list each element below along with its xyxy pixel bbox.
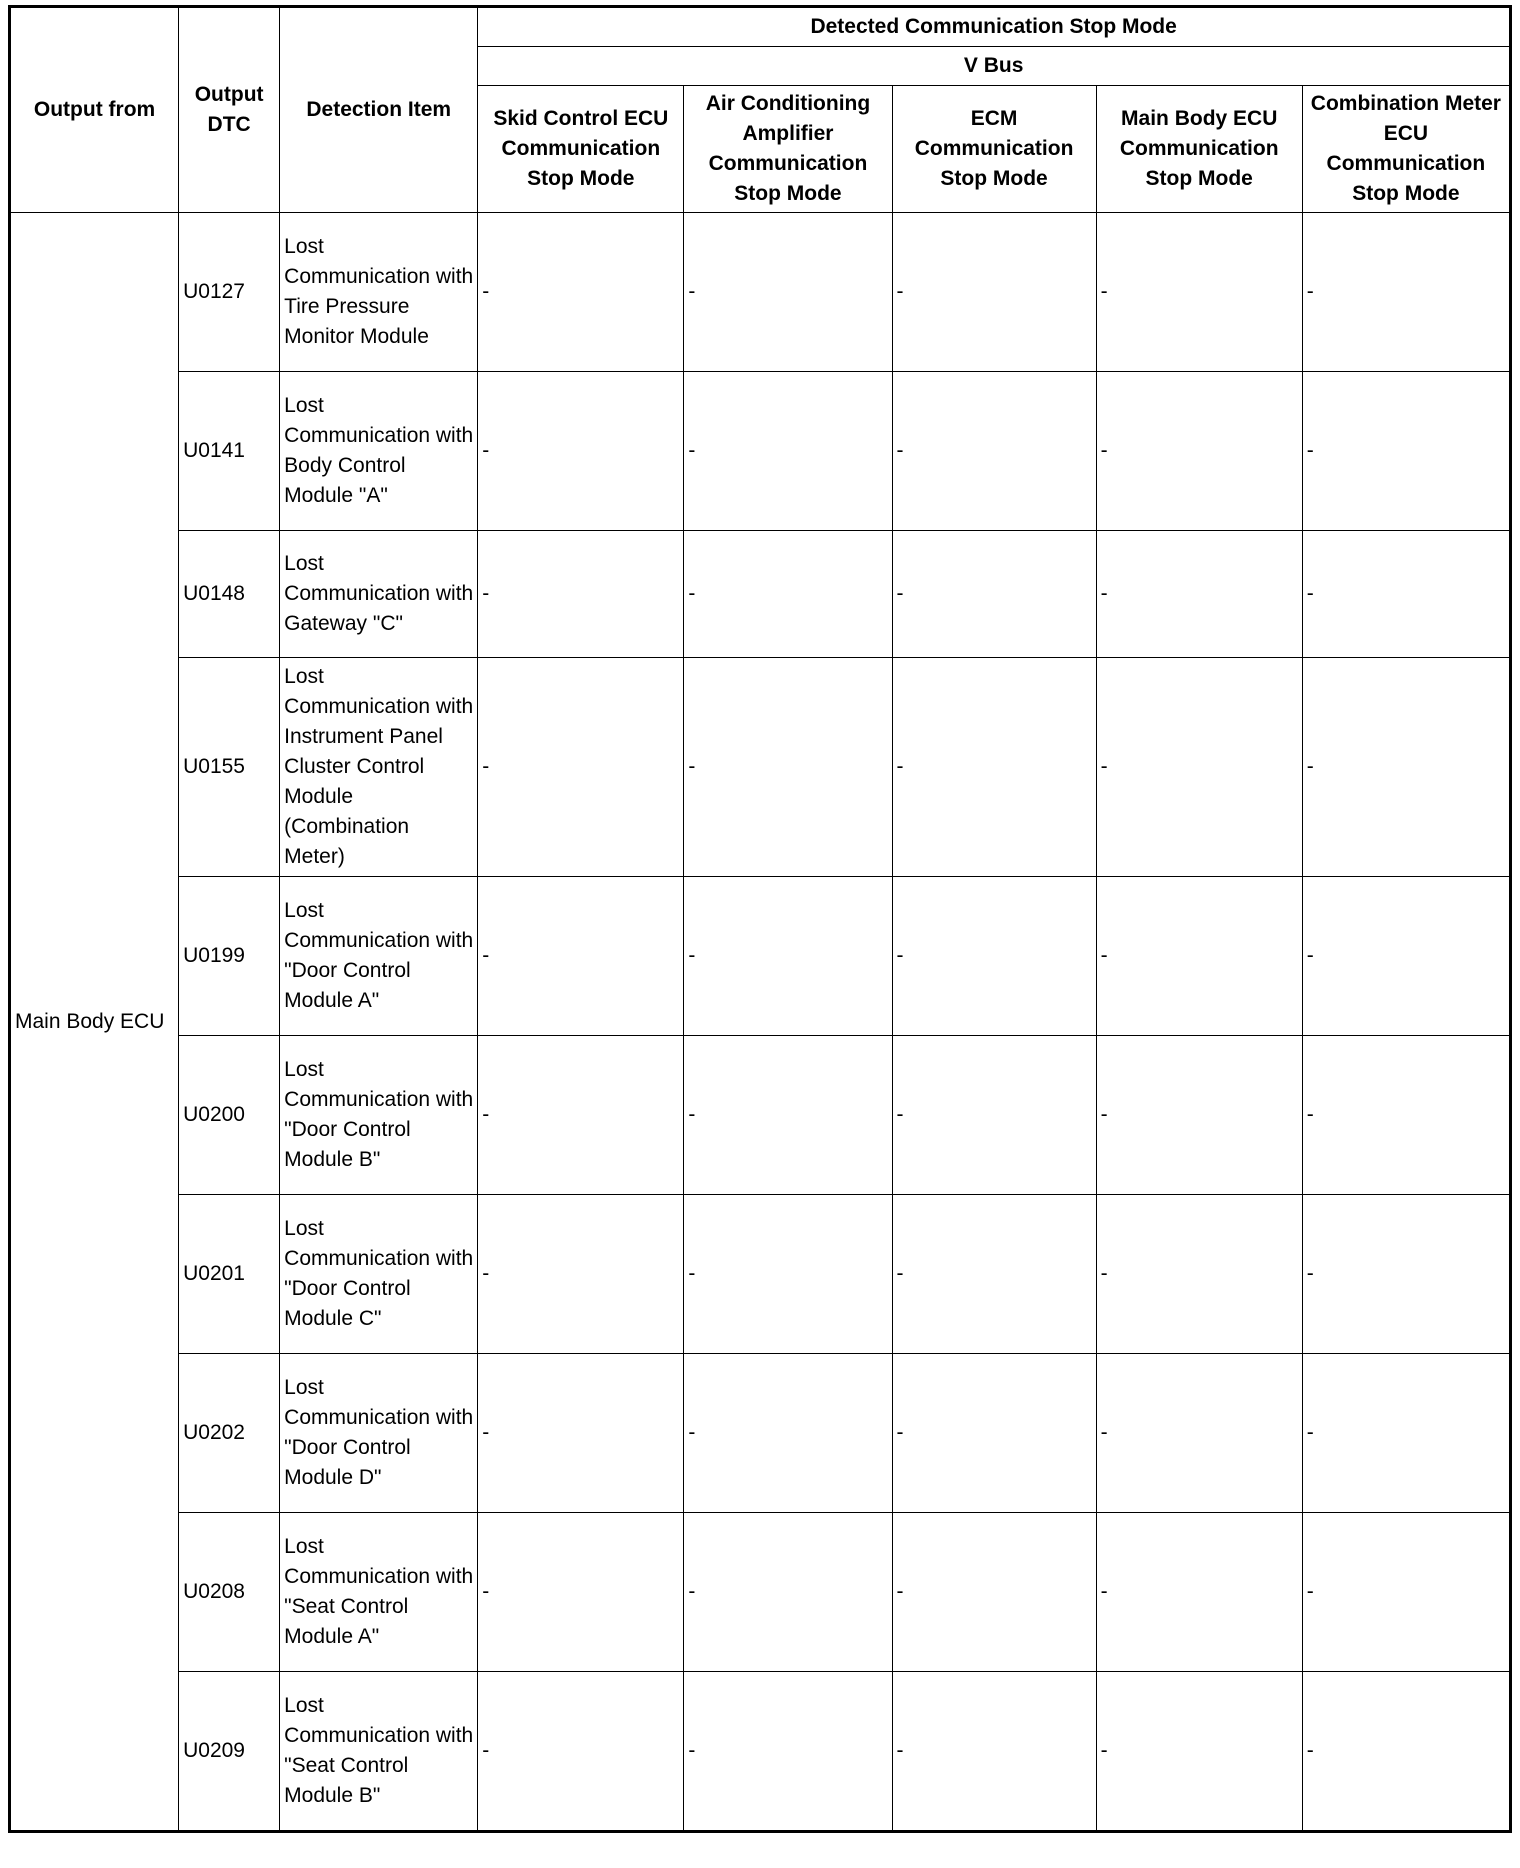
table-row xyxy=(10,1354,1511,1513)
mode-value: - xyxy=(1096,531,1302,658)
mode-value: - xyxy=(1302,1195,1510,1354)
dtc-code: U0141 xyxy=(179,372,280,531)
table-row xyxy=(10,1195,1511,1354)
table-row xyxy=(10,1513,1511,1672)
dtc-code: U0200 xyxy=(179,1036,280,1195)
detection-item: Lost Communication with Tire Pressure Monitor Module xyxy=(280,213,478,372)
mode-value: - xyxy=(684,1354,892,1513)
mode-value: - xyxy=(892,1036,1096,1195)
mode-value: - xyxy=(478,1195,684,1354)
table-row xyxy=(10,531,1511,658)
dtc-code: U0209 xyxy=(179,1672,280,1832)
header-output-dtc: Output DTC xyxy=(179,7,280,213)
mode-value: - xyxy=(1302,1672,1510,1832)
mode-value: - xyxy=(892,213,1096,372)
header-mode-ecm: ECM Communication Stop Mode xyxy=(892,86,1096,213)
mode-value: - xyxy=(684,877,892,1036)
detection-item: Lost Communication with Body Control Module "A" xyxy=(280,372,478,531)
dtc-code: U0201 xyxy=(179,1195,280,1354)
mode-value: - xyxy=(684,1672,892,1832)
table-row xyxy=(10,213,1511,372)
dtc-code: U0148 xyxy=(179,531,280,658)
mode-value: - xyxy=(1302,372,1510,531)
header-mode-skid-control: Skid Control ECU Communication Stop Mode xyxy=(478,86,684,213)
mode-value: - xyxy=(1096,1513,1302,1672)
header-detection-item: Detection Item xyxy=(280,7,478,213)
detection-item: Lost Communication with Instrument Panel Cluster Control Module (Combination Meter) xyxy=(280,658,478,877)
mode-value: - xyxy=(684,658,892,877)
mode-value: - xyxy=(1302,1354,1510,1513)
detection-item: Lost Communication with "Door Control Module A" xyxy=(280,877,478,1036)
mode-value: - xyxy=(1096,213,1302,372)
header-mode-combination-meter: Combination Meter ECU Communication Stop Mode xyxy=(1302,86,1510,213)
mode-value: - xyxy=(478,658,684,877)
mode-value: - xyxy=(1302,658,1510,877)
mode-value: - xyxy=(892,877,1096,1036)
detection-item: Lost Communication with "Door Control Module C" xyxy=(280,1195,478,1354)
mode-value: - xyxy=(892,531,1096,658)
mode-value: - xyxy=(684,372,892,531)
dtc-table xyxy=(8,5,1512,1833)
table-row xyxy=(10,877,1511,1036)
dtc-code: U0202 xyxy=(179,1354,280,1513)
output-from-cell: Main Body ECU xyxy=(10,213,179,1832)
mode-value: - xyxy=(1302,213,1510,372)
mode-value: - xyxy=(684,213,892,372)
mode-value: - xyxy=(892,1195,1096,1354)
mode-value: - xyxy=(478,531,684,658)
mode-value: - xyxy=(478,1036,684,1195)
mode-value: - xyxy=(478,213,684,372)
header-detected-mode: Detected Communication Stop Mode xyxy=(478,7,1511,47)
mode-value: - xyxy=(478,1513,684,1672)
mode-value: - xyxy=(1096,1195,1302,1354)
table-row xyxy=(10,1036,1511,1195)
dtc-code: U0199 xyxy=(179,877,280,1036)
mode-value: - xyxy=(684,1036,892,1195)
table-row xyxy=(10,1672,1511,1832)
mode-value: - xyxy=(1302,877,1510,1036)
mode-value: - xyxy=(1302,531,1510,658)
mode-value: - xyxy=(1096,1672,1302,1832)
mode-value: - xyxy=(892,1672,1096,1832)
mode-value: - xyxy=(1302,1036,1510,1195)
detection-item: Lost Communication with "Door Control Module D" xyxy=(280,1354,478,1513)
dtc-code: U0155 xyxy=(179,658,280,877)
mode-value: - xyxy=(892,1354,1096,1513)
table-row xyxy=(10,658,1511,877)
header-output-from: Output from xyxy=(10,7,179,213)
detection-item: Lost Communication with "Door Control Module B" xyxy=(280,1036,478,1195)
mode-value: - xyxy=(892,372,1096,531)
dtc-code: U0127 xyxy=(179,213,280,372)
table-row xyxy=(10,372,1511,531)
mode-value: - xyxy=(684,1195,892,1354)
mode-value: - xyxy=(1302,1513,1510,1672)
mode-value: - xyxy=(1096,372,1302,531)
mode-value: - xyxy=(478,877,684,1036)
mode-value: - xyxy=(1096,1354,1302,1513)
mode-value: - xyxy=(1096,1036,1302,1195)
dtc-code: U0208 xyxy=(179,1513,280,1672)
mode-value: - xyxy=(1096,658,1302,877)
detection-item: Lost Communication with Gateway "C" xyxy=(280,531,478,658)
header-mode-main-body: Main Body ECU Communication Stop Mode xyxy=(1096,86,1302,213)
mode-value: - xyxy=(478,1354,684,1513)
header-bus: V Bus xyxy=(478,47,1511,86)
detection-item: Lost Communication with "Seat Control Module B" xyxy=(280,1672,478,1832)
mode-value: - xyxy=(892,1513,1096,1672)
mode-value: - xyxy=(684,531,892,658)
mode-value: - xyxy=(892,658,1096,877)
mode-value: - xyxy=(478,372,684,531)
mode-value: - xyxy=(1096,877,1302,1036)
detection-item: Lost Communication with "Seat Control Module A" xyxy=(280,1513,478,1672)
mode-value: - xyxy=(478,1672,684,1832)
header-mode-air-conditioning: Air Conditioning Amplifier Communication Stop Mode xyxy=(684,86,892,213)
mode-value: - xyxy=(684,1513,892,1672)
